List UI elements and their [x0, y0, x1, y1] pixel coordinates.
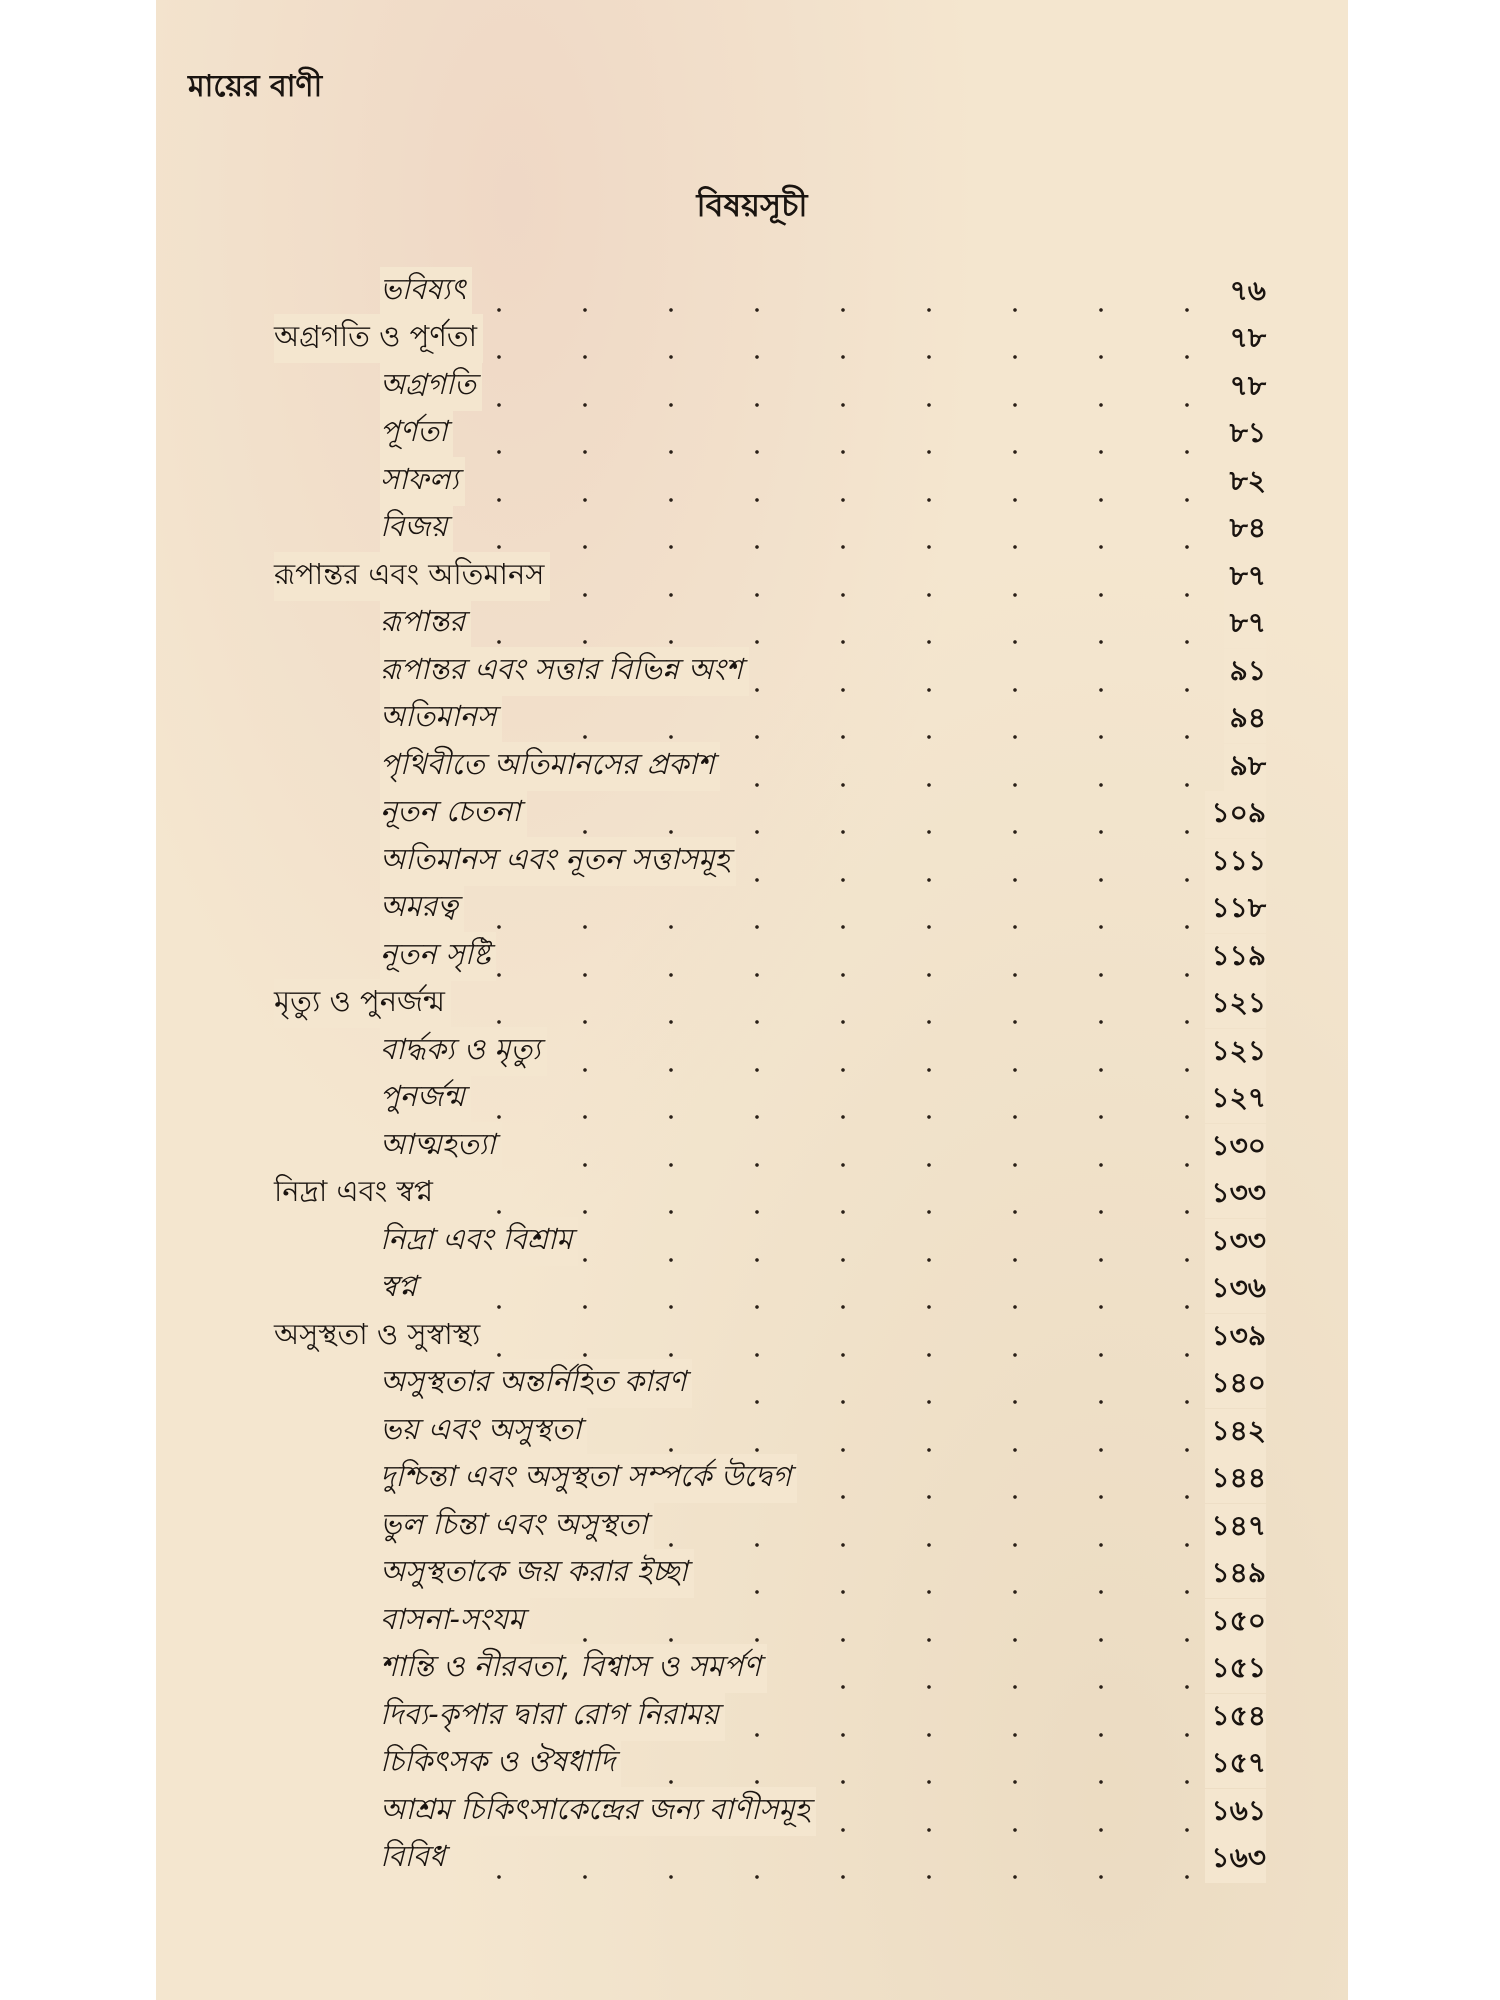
toc-page-number: ১৩৩ — [1205, 1219, 1266, 1266]
toc-entry-title: ভয় এবং অসুস্থতা — [380, 1407, 587, 1456]
toc-subsection-entry — [156, 746, 1348, 799]
dot-leader — [456, 1163, 1248, 1167]
toc-page-number: ৮৭ — [1224, 601, 1266, 648]
toc-entry-title: অতিমানস — [380, 694, 502, 743]
toc-page-number: ৭৮ — [1224, 316, 1266, 363]
dot-leader — [456, 593, 1248, 597]
toc-entry-title: চিকিৎসক ও ঔষধাদি — [380, 1739, 621, 1788]
dot-leader — [456, 403, 1248, 407]
toc-entry-title: বিজয় — [380, 504, 453, 553]
toc-entry-title: দিব্য-কৃপার দ্বারা রোগ নিরাময় — [380, 1692, 725, 1741]
dot-leader — [456, 973, 1248, 977]
toc-entry-title: দুশ্চিন্তা এবং অসুস্থতা সম্পর্কে উদ্বেগ — [380, 1454, 797, 1503]
dot-leader — [456, 1305, 1248, 1309]
toc-subsection-entry — [156, 604, 1348, 657]
dot-leader — [456, 735, 1248, 739]
toc-page-number: ১৪৪ — [1205, 1456, 1266, 1503]
toc-page-number: ১১৯ — [1205, 934, 1266, 981]
toc-subsection-entry — [156, 1221, 1348, 1274]
dot-leader — [456, 450, 1248, 454]
toc-page-number: ১৫১ — [1205, 1646, 1266, 1693]
toc-entry-title: নূতন চেতনা — [380, 789, 527, 838]
toc-page-number: ১১৮ — [1205, 886, 1266, 933]
toc-page-number: ১২১ — [1205, 1029, 1266, 1076]
toc-subsection-entry — [156, 1031, 1348, 1084]
toc-section-entry — [156, 1316, 1348, 1369]
toc-subsection-entry — [156, 1554, 1348, 1607]
toc-subsection-entry — [156, 414, 1348, 467]
toc-page-number: ৯৪ — [1224, 696, 1266, 743]
page-title: বিষয়সূচী — [696, 186, 808, 224]
toc-entry-title: নূতন সৃষ্টি — [380, 932, 496, 981]
toc-page-number: ১৩৩ — [1205, 1171, 1266, 1218]
dot-leader — [456, 545, 1248, 549]
toc-entry-title: আত্মহত্যা — [380, 1122, 502, 1171]
toc-entry-title: বিবিধ — [380, 1834, 451, 1883]
toc-subsection-entry — [156, 1079, 1348, 1132]
toc-page-number: ১০৯ — [1205, 791, 1266, 838]
dot-leader — [456, 1353, 1248, 1357]
dot-leader — [456, 498, 1248, 502]
dot-leader — [456, 1020, 1248, 1024]
toc-page-number: ৯৮ — [1224, 744, 1266, 791]
toc-entry-title: নিদ্রা এবং স্বপ্ন — [274, 1169, 439, 1218]
toc-entry-title: রূপান্তর এবং সত্তার বিভিন্ন অংশ — [380, 647, 749, 696]
toc-subsection-entry — [156, 461, 1348, 514]
toc-entry-title: অসুস্থতার অন্তর্নিহিত কারণ — [380, 1359, 692, 1408]
toc-subsection-entry — [156, 889, 1348, 942]
toc-section-entry — [156, 319, 1348, 372]
toc-subsection-entry — [156, 1791, 1348, 1844]
dot-leader — [456, 308, 1248, 312]
toc-entry-title: অমরত্ব — [380, 884, 464, 933]
toc-subsection-entry — [156, 366, 1348, 419]
toc-entry-title: অসুস্থতা ও সুস্বাস্থ্য — [274, 1312, 486, 1361]
toc-page-number: ১৬১ — [1205, 1789, 1266, 1836]
toc-subsection-entry — [156, 651, 1348, 704]
toc-page-number: ৭৮ — [1224, 364, 1266, 411]
toc-page-number: ১২১ — [1205, 981, 1266, 1028]
toc-subsection-entry — [156, 1696, 1348, 1749]
toc-entry-title: পূর্ণতা — [380, 409, 453, 458]
toc-page-number: ১৫৭ — [1205, 1741, 1266, 1788]
toc-entry-title: সাফল্য — [380, 457, 465, 506]
toc-entry-title: মৃত্যু ও পুনর্জন্ম — [274, 979, 451, 1028]
toc-page-number: ১৩০ — [1205, 1124, 1266, 1171]
toc-page-number: ৯১ — [1224, 649, 1266, 696]
dot-leader — [456, 1210, 1248, 1214]
toc-entry-title: ভুল চিন্তা এবং অসুস্থতা — [380, 1502, 654, 1551]
dot-leader — [456, 1638, 1248, 1642]
toc-page-number: ৮২ — [1224, 459, 1266, 506]
toc-entry-title: আশ্রম চিকিৎসাকেন্দ্রের জন্য বাণীসমূহ — [380, 1787, 816, 1836]
dot-leader — [456, 925, 1248, 929]
toc-page-number: ১৫৪ — [1205, 1694, 1266, 1741]
toc-entry-title: বাসনা-সংযম — [380, 1597, 530, 1646]
toc-page-number: ৮১ — [1224, 411, 1266, 458]
toc-section-entry — [156, 1174, 1348, 1227]
toc-entry-title: বার্দ্ধক্য ও মৃত্যু — [380, 1027, 547, 1076]
toc-page-number: ৮৭ — [1224, 554, 1266, 601]
toc-subsection-entry — [156, 794, 1348, 847]
toc-page-number: ১১১ — [1205, 839, 1266, 886]
toc-subsection-entry — [156, 1459, 1348, 1512]
dot-leader — [456, 1115, 1248, 1119]
toc-page-number: ১৪৭ — [1205, 1504, 1266, 1551]
toc-entry-title: স্বপ্ন — [380, 1264, 423, 1313]
toc-page-number: ১২৭ — [1205, 1076, 1266, 1123]
toc-entry-title: অগ্রগতি ও পূর্ণতা — [274, 314, 483, 363]
toc-page-number: ৮৪ — [1224, 506, 1266, 553]
toc-entry-title: শান্তি ও নীরবতা, বিশ্বাস ও সমর্পণ — [380, 1644, 767, 1693]
toc-entry-title: ভবিষ্যৎ — [380, 267, 472, 316]
running-head: মায়ের বাণী — [188, 69, 323, 104]
toc-subsection-entry — [156, 1506, 1348, 1559]
dot-leader — [456, 355, 1248, 359]
toc-subsection-entry — [156, 1649, 1348, 1702]
toc-entry-title: অগ্রগতি — [380, 362, 482, 411]
toc-subsection-entry — [156, 841, 1348, 894]
toc-entry-title: পৃথিবীতে অতিমানসের প্রকাশ — [380, 742, 720, 791]
toc-page-number: ১৬৩ — [1205, 1836, 1266, 1883]
table-of-contents — [156, 271, 1348, 1891]
toc-page-number: ১৪০ — [1205, 1361, 1266, 1408]
toc-entry-title: অসুস্থতাকে জয় করার ইচ্ছা — [380, 1549, 694, 1598]
toc-section-entry — [156, 556, 1348, 609]
dot-leader — [456, 640, 1248, 644]
toc-page-number: ১৫০ — [1205, 1599, 1266, 1646]
toc-page-number: ৭৬ — [1224, 269, 1266, 316]
toc-entry-title: রূপান্তর এবং অতিমানস — [274, 552, 550, 601]
dot-leader — [456, 1068, 1248, 1072]
toc-entry-title: পুনর্জন্ম — [380, 1074, 471, 1123]
toc-subsection-entry — [156, 699, 1348, 752]
toc-subsection-entry — [156, 1364, 1348, 1417]
toc-page-number: ১৪৯ — [1205, 1551, 1266, 1598]
toc-page-number: ১৩৯ — [1205, 1314, 1266, 1361]
toc-subsection-entry — [156, 1839, 1348, 1892]
toc-entry-title: রূপান্তর — [380, 599, 471, 648]
toc-page-number: ১৪২ — [1205, 1409, 1266, 1456]
toc-entry-title: অতিমানস এবং নূতন সত্তাসমূহ — [380, 837, 736, 886]
dot-leader — [456, 830, 1248, 834]
toc-entry-title: নিদ্রা এবং বিশ্রাম — [380, 1217, 578, 1266]
toc-section-entry — [156, 984, 1348, 1037]
toc-page-number: ১৩৬ — [1205, 1266, 1266, 1313]
dot-leader — [456, 1875, 1248, 1879]
book-page — [156, 0, 1348, 2000]
